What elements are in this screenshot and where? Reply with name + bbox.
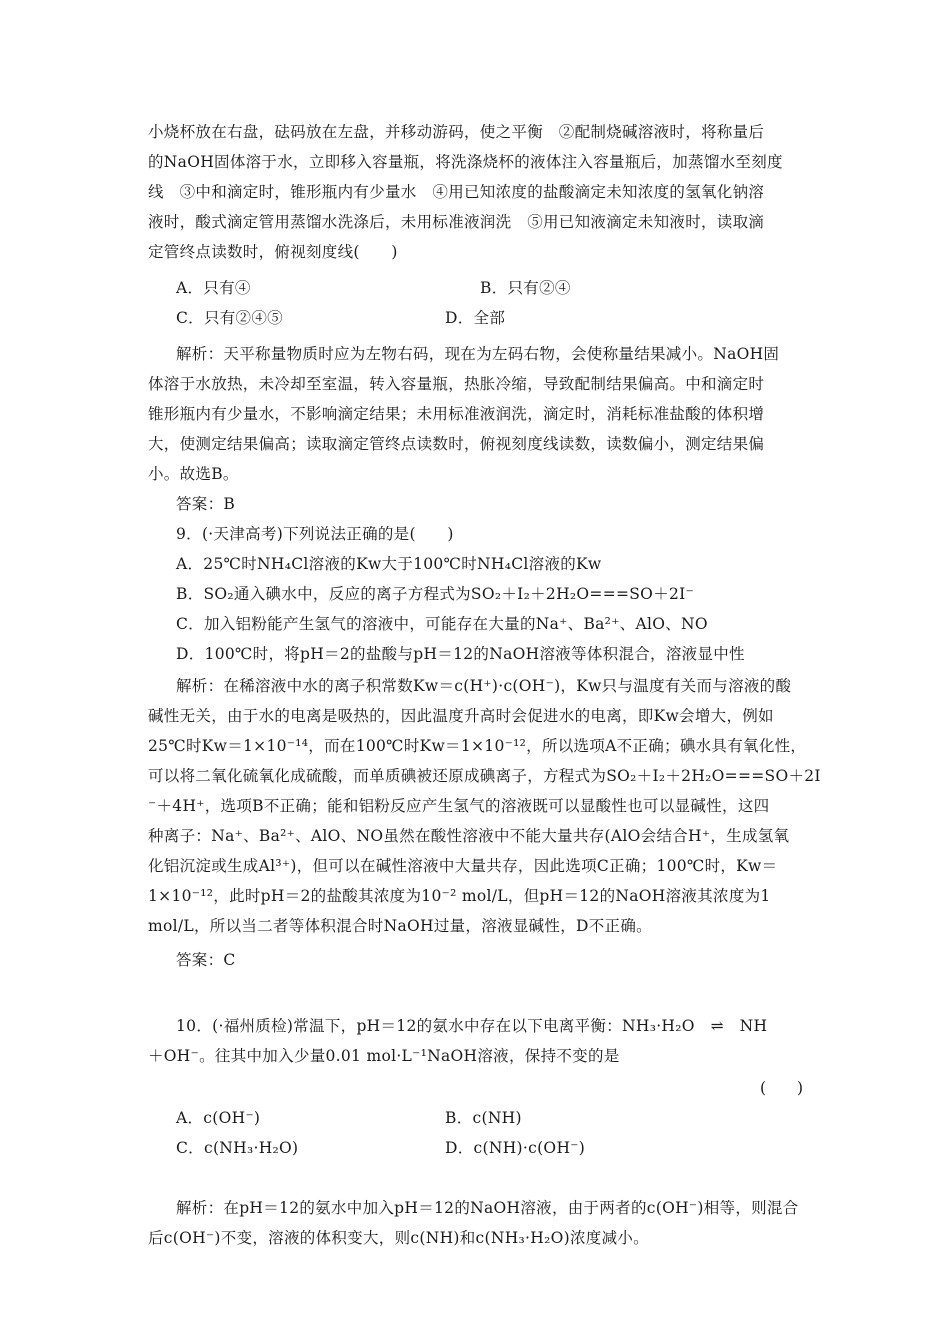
q8-stem-line-5: 定管终点读数时，俯视刻度线( ) xyxy=(148,243,398,261)
q8-analysis-line-4: 大，使测定结果偏高；读取滴定管终点读数时，俯视刻度线读数，读数偏小，测定结果偏 xyxy=(148,435,765,453)
q10-stem-line-1: 10．(·福州质检)常温下，pH＝12的氨水中存在以下电离平衡：NH₃·H₂O ⇌ NH xyxy=(176,1017,768,1035)
q10-stem-line-2: ＋OH⁻。往其中加入少量0.01 mol·L⁻¹NaOH溶液，保持不变的是 xyxy=(148,1047,620,1065)
q10-option-a: A．c(OH⁻) xyxy=(176,1109,261,1127)
q10-analysis-line-2: 后c(OH⁻)不变，溶液的体积变大，则c(NH)和c(NH₃·H₂O)浓度减小。 xyxy=(148,1229,649,1247)
q9-stem: 9．(·天津高考)下列说法正确的是( ) xyxy=(176,525,454,543)
q9-analysis-line-8: 1×10⁻¹²，此时pH＝2的盐酸其浓度为10⁻² mol/L，但pH＝12的NaOH溶液其浓度为1 xyxy=(148,887,771,905)
q8-stem-line-2: 的NaOH固体溶于水，立即移入容量瓶，将洗涤烧杯的液体注入容量瓶后，加蒸馏水至刻度 xyxy=(148,153,783,171)
q10-option-c: C．c(NH₃·H₂O) xyxy=(176,1139,299,1157)
q9-analysis-line-6: 种离子：Na⁺、Ba²⁺、AlO、NO虽然在酸性溶液中不能大量共存(AlO会结合H⁺，生成氢氧 xyxy=(148,827,790,845)
q8-stem-line-1: 小烧杯放在右盘，砝码放在左盘，并移动游码，使之平衡 ②配制烧碱溶液时，将称量后 xyxy=(148,123,765,141)
q9-analysis-line-3: 25℃时Kw＝1×10⁻¹⁴，而在100℃时Kw＝1×10⁻¹²，所以选项A不正确；碘水具有氧化性， xyxy=(148,737,807,755)
q8-analysis-line-5: 小。故选B。 xyxy=(148,465,239,483)
q10-answer-paren: ( ) xyxy=(760,1079,804,1097)
q8-option-a: A．只有④ xyxy=(176,279,251,297)
q8-analysis-line-3: 锥形瓶内有少量水，不影响滴定结果；未用标准液润洗，滴定时，消耗标准盐酸的体积增 xyxy=(148,405,765,423)
q9-analysis-line-7: 化铝沉淀或生成Al³⁺)，但可以在碱性溶液中大量共存，因此选项C正确；100℃时，Kw＝ xyxy=(148,857,778,875)
q8-option-c: C．只有②④⑤ xyxy=(176,309,283,327)
q9-analysis-line-5: ⁻＋4H⁺，选项B不正确；能和铝粉反应产生氢气的溶液既可以显酸性也可以显碱性，这四 xyxy=(148,797,770,815)
q8-option-d: D．全部 xyxy=(445,309,506,327)
q9-analysis-line-1: 解析：在稀溶液中水的离子积常数Kw＝c(H⁺)·c(OH⁻)，Kw只与温度有关而与溶液的酸 xyxy=(176,677,792,695)
q8-option-b: B．只有②④ xyxy=(480,279,571,297)
q10-analysis-line-1: 解析：在pH＝12的氨水中加入pH＝12的NaOH溶液，由于两者的c(OH⁻)相等，则混合 xyxy=(176,1199,799,1217)
q9-answer: 答案：C xyxy=(176,951,236,969)
q9-analysis-line-2: 碱性无关，由于水的电离是吸热的，因此温度升高时会促进水的电离，即Kw会增大，例如 xyxy=(148,707,774,725)
q8-stem-line-4: 液时，酸式滴定管用蒸馏水洗涤后，未用标准液润洗 ⑤用已知液滴定未知液时，读取滴 xyxy=(148,213,765,231)
q9-option-a: A．25℃时NH₄Cl溶液的Kw大于100℃时NH₄Cl溶液的Kw xyxy=(176,555,602,573)
q9-analysis-line-4: 可以将二氧化硫氧化成硫酸，而单质碘被还原成碘离子，方程式为SO₂＋I₂＋2H₂O===SO＋2I xyxy=(148,767,821,785)
q9-option-d: D．100℃时，将pH＝2的盐酸与pH＝12的NaOH溶液等体积混合，溶液显中性 xyxy=(176,645,745,663)
q10-option-d: D．c(NH)·c(OH⁻) xyxy=(445,1139,586,1157)
q9-analysis-line-9: mol/L，所以当二者等体积混合时NaOH过量，溶液显碱性，D不正确。 xyxy=(148,917,652,935)
q9-option-b: B．SO₂通入碘水中，反应的离子方程式为SO₂＋I₂＋2H₂O===SO＋2I⁻ xyxy=(176,585,695,603)
q9-option-c: C．加入铝粉能产生氢气的溶液中，可能存在大量的Na⁺、Ba²⁺、AlO、NO xyxy=(176,615,708,633)
q8-stem-line-3: 线 ③中和滴定时，锥形瓶内有少量水 ④用已知浓度的盐酸滴定未知浓度的氢氧化钠溶 xyxy=(148,183,765,201)
q8-analysis-line-1: 解析：天平称量物质时应为左物右码，现在为左码右物，会使称量结果减小。NaOH固 xyxy=(176,345,780,363)
q8-analysis-line-2: 体溶于水放热，未冷却至室温，转入容量瓶，热胀冷缩，导致配制结果偏高。中和滴定时 xyxy=(148,375,765,393)
q10-option-b: B．c(NH) xyxy=(445,1109,522,1127)
q8-answer: 答案：B xyxy=(176,495,236,513)
